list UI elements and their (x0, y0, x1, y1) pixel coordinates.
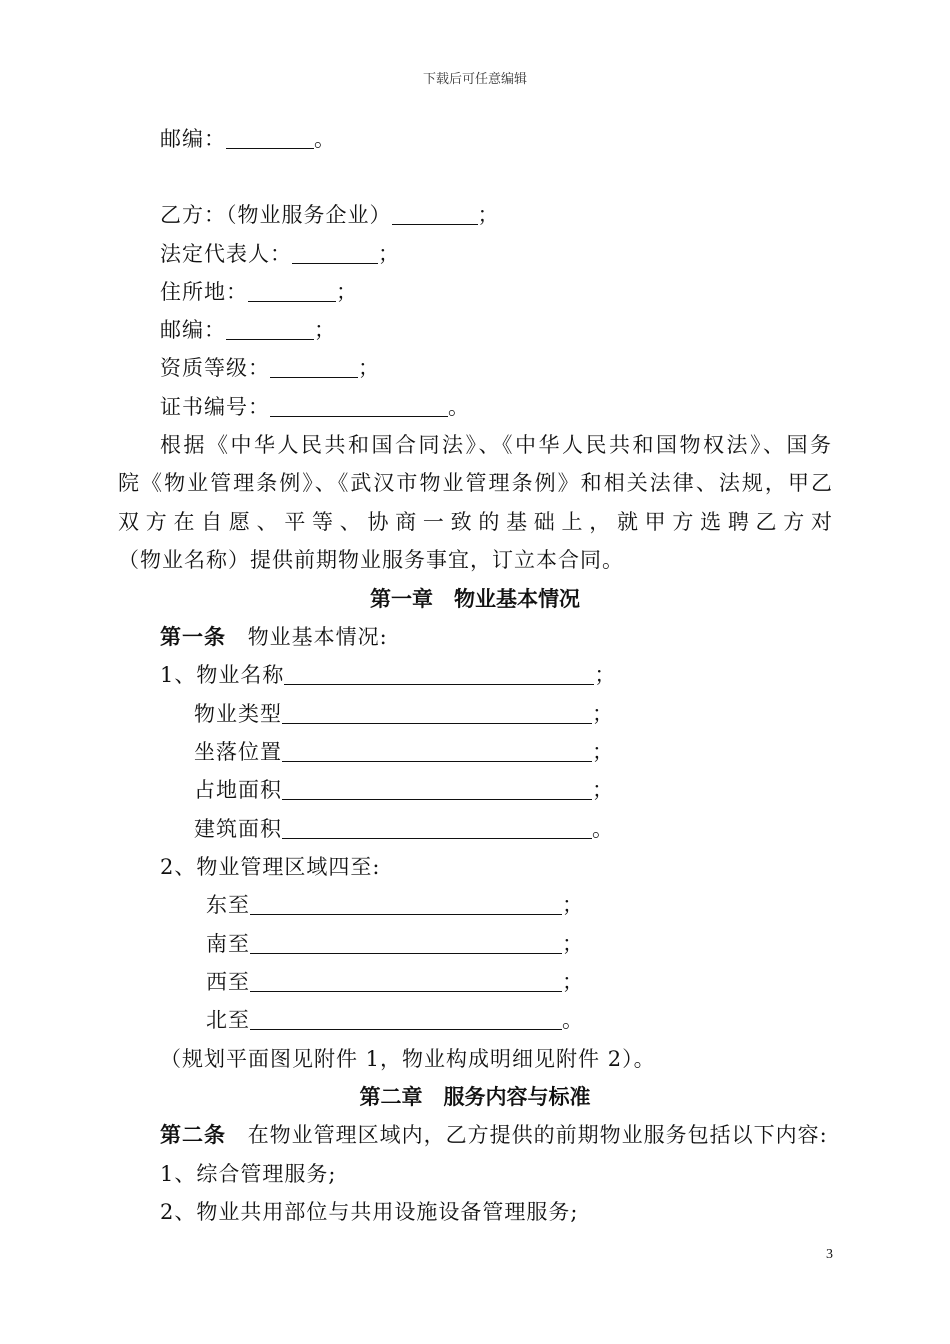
line-end: ； (562, 893, 584, 917)
service-item-2: 2、物业共用部位与共用设施设备管理服务; (160, 1200, 579, 1224)
legal-rep-line (160, 240, 400, 268)
article-2-label: 第二条 (160, 1123, 226, 1147)
postcode-label: 邮编： (160, 127, 226, 151)
field-label: 建筑面积 (194, 817, 282, 841)
article-2-text: 在物业管理区域内，乙方提供的前期物业服务包括以下内容: (247, 1123, 828, 1147)
boundary-north (206, 1006, 584, 1034)
cert-line (160, 393, 470, 421)
line-end: ； (592, 778, 614, 802)
boundary-label: 东至 (206, 893, 250, 917)
page-number: 3 (826, 1247, 833, 1262)
field-blank (282, 818, 592, 839)
field-label: 占地面积 (194, 778, 282, 802)
party-b-title-line (160, 201, 500, 229)
cert-blank (270, 396, 448, 417)
legal-rep-label: 法定代表人： (160, 242, 292, 266)
boundary-blank (250, 894, 562, 915)
cert-label: 证书编号： (160, 395, 270, 419)
party-a-postcode-line (160, 125, 336, 153)
party-b-blank (392, 204, 478, 225)
address-line (160, 278, 358, 306)
article-1-line (160, 623, 388, 651)
line-end: 。 (448, 395, 470, 419)
line-end: 。 (562, 1008, 584, 1032)
boundary-label: 西至 (206, 970, 250, 994)
legal-rep-blank (292, 243, 378, 264)
line-end: ； (378, 242, 400, 266)
service-item-1: 1、综合管理服务; (160, 1162, 337, 1186)
line-end: 。 (592, 817, 614, 841)
field-line-name (160, 661, 616, 689)
line-end: ； (592, 702, 614, 726)
item-prefix: 1、 (160, 663, 197, 687)
field-label: 物业名称 (196, 663, 285, 687)
chapter-2-title: 第二章 服务内容与标准 (359, 1085, 591, 1109)
field-blank (282, 741, 592, 762)
qualification-line (160, 354, 380, 382)
postcode-label: 邮编： (160, 318, 226, 342)
field-line-land-area (194, 776, 614, 804)
line-end: ； (358, 356, 380, 380)
postcode-blank (226, 319, 314, 340)
postcode-blank (226, 128, 314, 149)
field-line-location (194, 738, 614, 766)
party-b-postcode-line (160, 316, 336, 344)
preamble-text: 根据《中华人民共和国合同法》、《中华人民共和国物权法》、国务 (160, 433, 832, 457)
boundary-blank (250, 971, 562, 992)
boundary-blank (250, 1009, 562, 1030)
boundary-south (206, 930, 584, 958)
line-end: ； (336, 280, 358, 304)
field-blank (284, 664, 594, 685)
line-end: ； (592, 740, 614, 764)
article-2-line (160, 1121, 828, 1149)
line-end: ； (314, 318, 336, 342)
qualification-blank (270, 357, 358, 378)
address-label: 住所地： (160, 280, 248, 304)
line-end: ； (562, 970, 584, 994)
address-blank (248, 281, 336, 302)
line-end: ； (594, 663, 617, 687)
article-1-text: 物业基本情况: (247, 625, 388, 649)
line-end: ； (562, 932, 584, 956)
field-label: 坐落位置 (194, 740, 282, 764)
boundary-label: 北至 (206, 1008, 250, 1032)
preamble-line-4: （物业名称）提供前期物业服务事宜，订立本合同。 (118, 548, 624, 572)
article-1-label: 第一条 (160, 625, 226, 649)
line-end: ； (477, 203, 500, 227)
boundary-label: 南至 (206, 932, 250, 956)
boundary-west (206, 968, 584, 996)
boundary-east (206, 891, 584, 919)
field-label: 物业类型 (194, 702, 282, 726)
qualification-label: 资质等级： (160, 356, 270, 380)
chapter-1-title: 第一章 物业基本情况 (370, 587, 580, 611)
preamble-line-1 (160, 431, 832, 459)
preamble-line-3: 双方在自愿、平等、协商一致的基础上，就甲方选聘乙方对 (118, 510, 832, 534)
item-2-line: 2、物业管理区域四至: (160, 855, 381, 879)
boundary-blank (250, 933, 562, 954)
field-blank (282, 779, 592, 800)
field-blank (282, 703, 592, 724)
preamble-line-2: 院《物业管理条例》、《武汉市物业管理条例》和相关法律、法规，甲乙 (118, 471, 832, 495)
field-line-type (194, 700, 614, 728)
party-b-label: 乙方：（物业服务企业） (160, 203, 392, 227)
field-line-building-area (194, 815, 614, 843)
line-end: 。 (314, 127, 336, 151)
attachment-note: （规划平面图见附件 1，物业构成明细见附件 2）。 (160, 1047, 656, 1071)
page-header: 下载后可任意编辑 (422, 72, 527, 87)
